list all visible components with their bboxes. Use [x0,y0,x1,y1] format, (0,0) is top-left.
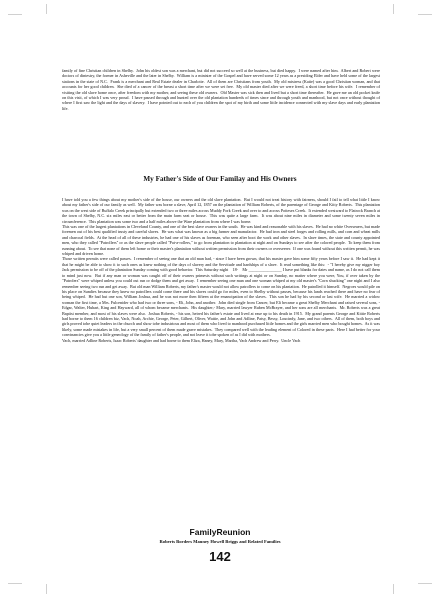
crop-mark-top-left [28,4,47,14]
crop-mark-bottom-left [28,584,47,594]
body-text: I have told you a few things about my mother's side of the house, our owners and the old slave plantation. But I would not treat history with fairness, should I fail to tell what little I know about my father's side of our family as well. My father was borne a slave, April 12, 1857 on the plantation of William Roberts, of the parentage of George and Kitty Roberts. This plantation was on the west side of Buffalo Creek principally but extended two or three miles across Muddy Fork Creek and over to and across Potteses Creek. It extended westward to Flatrock Branch at the town of Shelby, N.C. six miles east or better from the main farm seat or house. This was quite a large farm. It was about nine miles in diameter and some twenty seven miles in circumference. This plantation was some two and a half miles above the Ware plantation from where I was borne. This was one of the largest plantations in Cleveland County, and one of the best slave owners in the south. He was kind and reasonable with his slaves. He had no white Overseaers, but made foremen out of his best qualified trusty and careful slaves. He was what was known as a big farmer and manufactor. He had iron and steel forges and rolling mills, and corn and wheat mills and charcoal fields. At the head of all of these industries, he had one of his slaves as foreman, who seen after boot the work and other slaves. In slave times, the state and county appointed men, who they called "Patrollers" or as the slave people called "Pat-a-rollers," to go from plantation to plantation at night and on Sundays to see after the colored people. To keep them from running about. To see that none of them left home or their master's plantation without written permission from their owners or overseerer. If one was found without this written permit, he was whiped and driven home. Those written permits were called passes. I remember of seeing one that an old man had, - since I have been grown, that his master gave him some fifty years before I saw it. He had kept it that he might be able to show it to such ones as knew nothing of the days of slavery and the Servitude and hardships of a slave. It read something like this: - "I hereby give my nigger boy Jack permission to be off of the plantation Sunday coming with good behavior. This Saturday night 18- Mr ________________ I have put blanks for dates and name, as I do not call them to mind just now. But if any man or woman was caught off of their owners primesis without such writings at night or on Sunday, no matter where you were, You, if over taken by the "Patrolers" were whiped unless you could out run or dodge them and get away. I remember seeing one man and one woman whiped at my old master's "Corn shucking" one night and I also remember seeing two run and get away. But old man William Roberts, my father's master would not allow patrollers to come on his plantation. He patrolled it himself. Negroes would pile on his place on Sundies because they knew no patrollers could come there and his slaves could go for miles, even to Shelby without passes, because his lands reached there and have no fear of being whiped. He had but one son, William Joshua, and he was not more then fifteen at the emancipation of the slaves. This son he had by his second or last wife. He married a widow woman the first time, a Mrs. Fulcenider who had two or three sons, - Eli, John, and another. John died single from Cancer, but Eli became a great Shelby Merchant and raised several sons, - Edgar, Walter, Hubart, King and Hayward, all of whom became merchants. His daughter,- Mary, married lawyer Ruben McBrayer, and her sons are all merchants. Mr. Roberts was a great Baptist member, and most of his slaves were also. Joshua Roberts, - his son, heired his father's estate and lived at ease up to his death in 1915. My grand parents George and Kittie Roberts had borne to them 16 children biz, Vach, Noah, Archie, George, Peter, Gilbert, Oliver, Wattie, and John and Adline, Patsy, Bessy, Loucindy, Jane, and two others. All of them, both boys and girls proved tobe quiet leaders in the church and show tobe industrious and most of them who lived to manhood purchased little homes and the girls married men who bought homes. As it was likely, some made mistakes in life, but a very small percent of them made grave mistakes. They compared well with the leading element of Colored in these parts. Here I had better for your convinancies give you a little geneology of the family of father's people, and not leave it tobe spoken of as I did with mothers. Vach, married Adline Roberts, Isaac Roberts' daughter and had borne to them Eliza, Haney, Mary, Martha, Vach Andrew and Perry. Uncle Vach [62,197,380,343]
footer-title: FamilyReunion [189,527,251,537]
footer-subtitle: Roberts Borders Mauney Howell Briggs and Related Families [159,539,281,544]
crop-mark-top-right [393,4,412,14]
crop-mark-top-right-h [418,14,432,15]
section-heading: My Father's Side of Our Familay and His Owners [143,175,297,183]
crop-mark-bottom-right [393,584,412,594]
intro-paragraph: family of fine Christian children in Shelby. John his oldest son was a merchant, but did not succeed so well at the business, but died happy. I were named after him. Albert and Robert were doctors of dintestry, the former in Asheville and the later in Shelby. William is a minister of the Gospel and have served some 12 years as a presiding Elder and have held some of the largest stations in the state of N.C. Frank is a merchant and Real Estate dealer in Charlotte. All of them are Christians from youth. My old mistress (Katie) was a good Christian woman, and that accounts for her good children. She died of a cancer of the breast a short time after we were set free. My old master died after we were freed, a short time before his wife. I remember of visiting the old slave home once, after freedom with my mother, and seeing these old owners. Old Master was sick then and lived but a short time thereafter. He gave me an old pocket knife on this visit, of which I was very proud. I have passed through and hunted over the old plantation hundreds of times since and through youth and manhood, but not once without thought of where I first saw the light and the days of slavery. I have pointed out to each of you children the spot of my birth and some little incidence connected with my slave days and early plantation life. [62,68,382,111]
crop-mark-bottom-left-h [8,583,22,584]
page-number: 142 [209,549,231,564]
crop-mark-bottom-right-h [418,583,432,584]
crop-mark-top-left-h [8,14,22,15]
